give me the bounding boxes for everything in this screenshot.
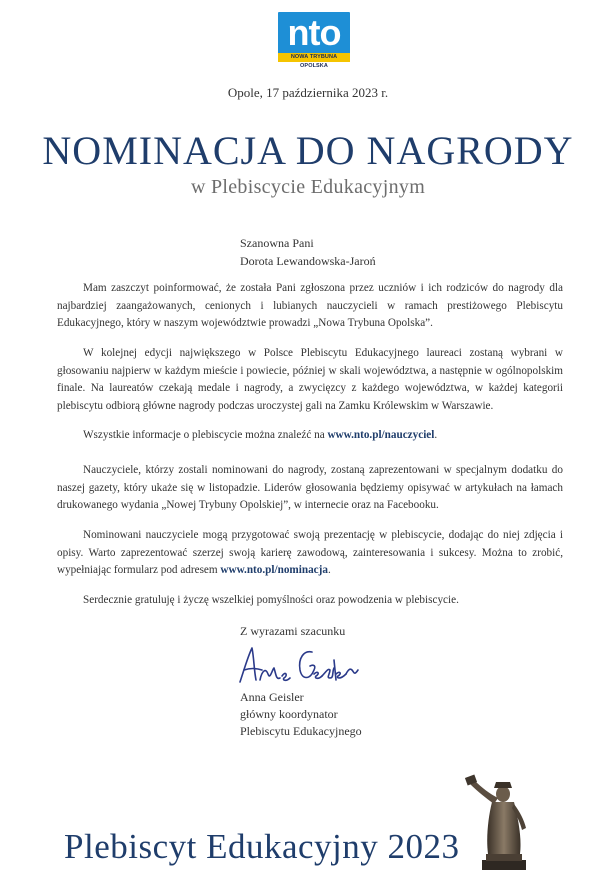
page-subtitle: w Plebiscycie Edukacyjnym bbox=[190, 176, 426, 198]
paragraph-1 bbox=[57, 280, 563, 333]
date-line: Opole, 17 października 2023 r. bbox=[227, 85, 389, 100]
paragraph-4-text: Nauczyciele, którzy zostali nominowani do nagrody, zostaną zaprezentowani w specjalnym dodatku do naszej gazety, który ukaże się w listopadzie. Liderów głosowania będziemy opisywać w artykułach na łamach drukowanego wydania „Nowej Trybuny Opolskiej”, w internecie oraz na Facebooku. bbox=[57, 464, 563, 511]
nauczyciel-link[interactable]: www.nto.pl/nauczyciel bbox=[327, 429, 435, 441]
signer-name: Anna Geisler bbox=[240, 690, 304, 704]
recipient-block bbox=[240, 234, 376, 270]
statue-illustration bbox=[462, 768, 542, 872]
signer-org: Plebiscytu Edukacyjnego bbox=[240, 724, 362, 738]
paragraph-5-end: . bbox=[327, 564, 331, 576]
signer-role: główny koordynator bbox=[240, 707, 338, 721]
nto-logo bbox=[278, 12, 350, 69]
paragraph-1-text: Mam zaszczyt poinformować, że została Pani zgłoszona przez uczniów i ich rodziców do nagrody dla najbardziej zaangażowanych, cenionych i lubianych nauczycieli w ramach prestiżowego Plebiscytu Edukacyjnego, który w naszym województwie prowadzi „Nowa Trybuna Opolska”. bbox=[57, 282, 563, 329]
closing-phrase: Z wyrazami szacunku bbox=[240, 624, 346, 638]
footer-title: Plebiscyt Edukacyjny 2023 bbox=[64, 827, 460, 866]
recipient-name: Dorota Lewandowska-Jaroń bbox=[240, 254, 376, 268]
signer-block bbox=[240, 689, 362, 740]
handwritten-signature bbox=[230, 640, 370, 692]
logo-wordmark: nto bbox=[287, 12, 341, 53]
paragraph-4 bbox=[57, 462, 563, 515]
nominacja-link[interactable]: www.nto.pl/nominacja bbox=[220, 564, 328, 576]
paragraph-6-text: Serdecznie gratuluję i życzę wszelkiej pomyślności oraz powodzenia w plebiscycie. bbox=[83, 594, 459, 606]
paragraph-2-text: W kolejnej edycji największego w Polsce Plebiscytu Edukacyjnego laureaci zostaną wybrani w głosowaniu najpierw w każdym mieście i powiecie, później w skali województwa, a następnie w ogólnopolskim finale. Na laureatów czekają medale i nagrody, a zwycięzcy z każdego województwa, w każdej kategorii plebiscytu odbiorą główne nagrody podczas uroczystej gali na Zamku Królewskim w Warszawie. bbox=[57, 347, 563, 412]
paragraph-3-text: Wszystkie informacje o plebiscycie można znaleźć na bbox=[83, 429, 328, 441]
page-title: NOMINACJA DO NAGRODY bbox=[42, 128, 574, 173]
paragraph-3-end: . bbox=[434, 429, 438, 441]
paragraph-5 bbox=[57, 527, 563, 580]
paragraph-6 bbox=[57, 592, 563, 610]
logo-tagline: NOWA TRYBUNA OPOLSKA bbox=[278, 53, 350, 62]
paragraph-2 bbox=[57, 345, 563, 415]
paragraph-5-text: Nominowani nauczyciele mogą przygotować swoją prezentację w plebiscycie, dodając do niej zdjęcia i opisy. Warto zaprezentować szerzej swoją karierę zawodową, zainteresowania i sukcesy. Można to zrobić, wypełniając formularz pod adresem bbox=[57, 529, 563, 576]
salutation: Szanowna Pani bbox=[240, 236, 314, 250]
paragraph-3 bbox=[57, 427, 563, 445]
